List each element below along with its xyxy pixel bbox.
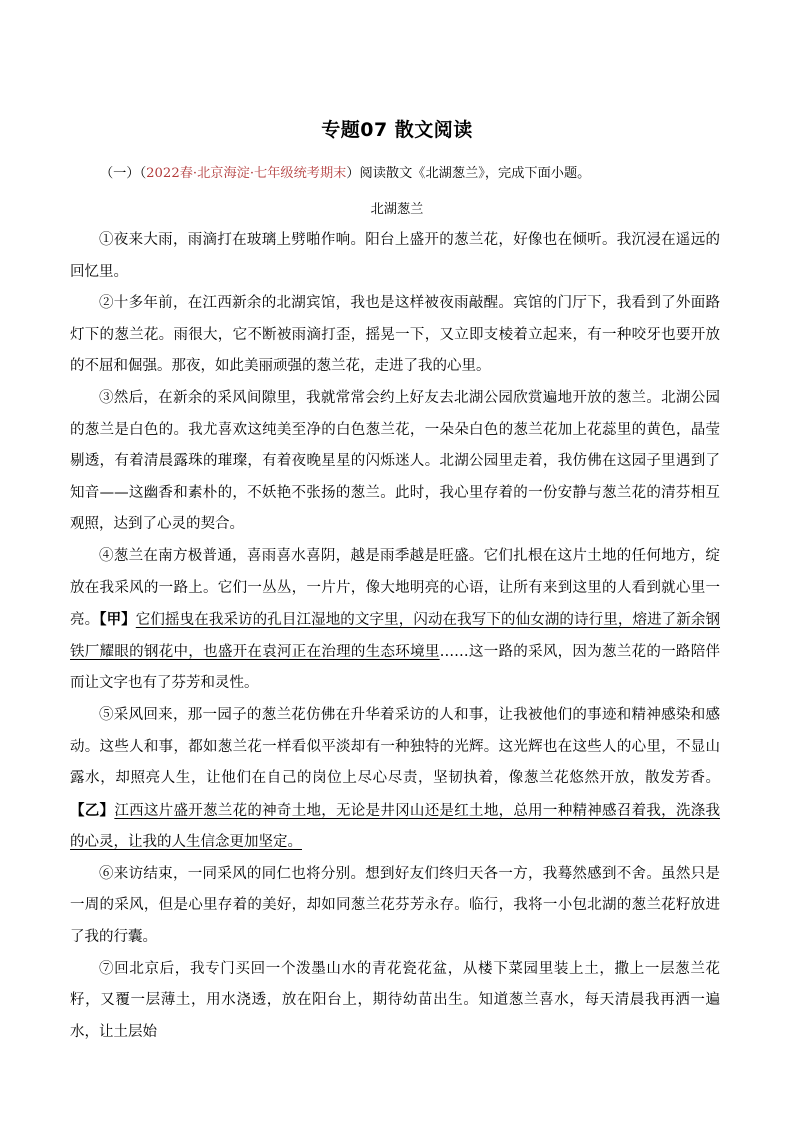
essay-title: 北湖葱兰 <box>370 202 424 217</box>
paragraph-4-text-b: ……这一路的采风，因为葱兰花的一路陪伴而让文字也有了芬芳和灵性。 <box>70 643 720 692</box>
paragraph-7: ⑦回北京后，我专门买回一个泼墨山水的青花瓷花盆，从楼下菜园里装上土，撒上一层葱兰花籽，又覆一层薄土，用水浇透，放在阳台上，期待幼苗出生。知道葱兰喜水，每天清晨我再洒一遍水，让土层始 <box>70 960 720 1040</box>
page-title: 专题07 散文阅读 <box>321 119 473 141</box>
paragraph-5 <box>70 700 720 859</box>
paragraph-3: ③然后，在新余的采风间隙里，我就常常会约上好友去北湖公园欣赏遍地开放的葱兰。北湖公园的葱兰是白色的。我尤喜欢这纯美至净的白色葱兰花，一朵朵白色的葱兰花加上花蕊里的黄色，晶莹剔透，有着清晨露珠的璀璨，有着夜晚星星的闪烁迷人。北湖公园里走着，我仿佛在这园子里遇到了知音——这幽香和素朴的，不妖艳不张扬的葱兰。此时，我心里存着的一份安静与葱兰花的清芬相互观照，达到了心灵的契合。 <box>70 389 720 533</box>
marker-yi: 【乙】 <box>70 801 115 819</box>
paragraph-1: ①夜来大雨，雨滴打在玻璃上劈啪作响。阳台上盛开的葱兰花，好像也在倾听。我沉浸在遥远的回忆里。 <box>70 232 720 280</box>
paragraph-5-text-a: ⑤采风回来，那一园子的葱兰花仿佛在升华着采访的人和事，让我被他们的事迹和精神感染和感动。这些人和事，都如葱兰花一样看似平淡却有一种独特的光辉。这光辉也在这些人的心里，不显山露水，却照亮人生，让他们在自己的岗位上尽心尽责，坚韧执着，像葱兰花悠然开放，散发芳香。 <box>70 706 720 787</box>
question-intro <box>100 165 740 183</box>
marker-jia: 【甲】 <box>99 611 136 629</box>
paragraph-4 <box>70 541 720 700</box>
underlined-sentence-jia: 它们摇曳在我采访的孔目江湿地的文字里，闪动在我写下的仙女湖的诗行里，熔进了新余钢铁厂耀眼的钢花中，也盛开在袁河正在治理的生态环境里 <box>70 612 721 660</box>
underlined-sentence-yi: 江西这片盛开葱兰花的神奇土地，无论是井冈山还是红土地，总用一种精神感召着我，洗涤我的心灵，让我的人生信念更加坚定。 <box>70 802 721 851</box>
intro-suffix: ）阅读散文《北湖葱兰》，完成下面小题。 <box>346 166 591 181</box>
paragraph-4-text-a: ④葱兰在南方极普通，喜雨喜水喜阴，越是雨季越是旺盛。它们扎根在这片土地的任何地方，绽放在我采风的一路上。它们一丛丛，一片片，像大地明亮的心语，让所有来到这里的人看到就心里一亮。 <box>70 547 720 629</box>
essay-body <box>70 225 720 1048</box>
intro-prefix: （一）（ <box>100 166 147 181</box>
paragraph-6: ⑥来访结束，一同采风的同仁也将分别。想到好友们终归天各一方，我蓦然感到不舍。虽然只是一周的采风，但是心里存着的美好，却如同葱兰花芬芳永存。临行，我将一小包北湖的葱兰花籽放进了我的行囊。 <box>70 865 720 946</box>
source-citation: 2022春·北京海淀·七年级统考期末 <box>146 166 347 181</box>
paragraph-2: ②十多年前，在江西新余的北湖宾馆，我也是这样被夜雨敲醒。宾馆的门厅下，我看到了外面路灯下的葱兰花。雨很大，它不断被雨滴打歪，摇晃一下，又立即支棱着立起来，有一种咬牙也要开放的不屈和倔强。那夜，如此美丽顽强的葱兰花，走进了我的心里。 <box>70 295 720 375</box>
